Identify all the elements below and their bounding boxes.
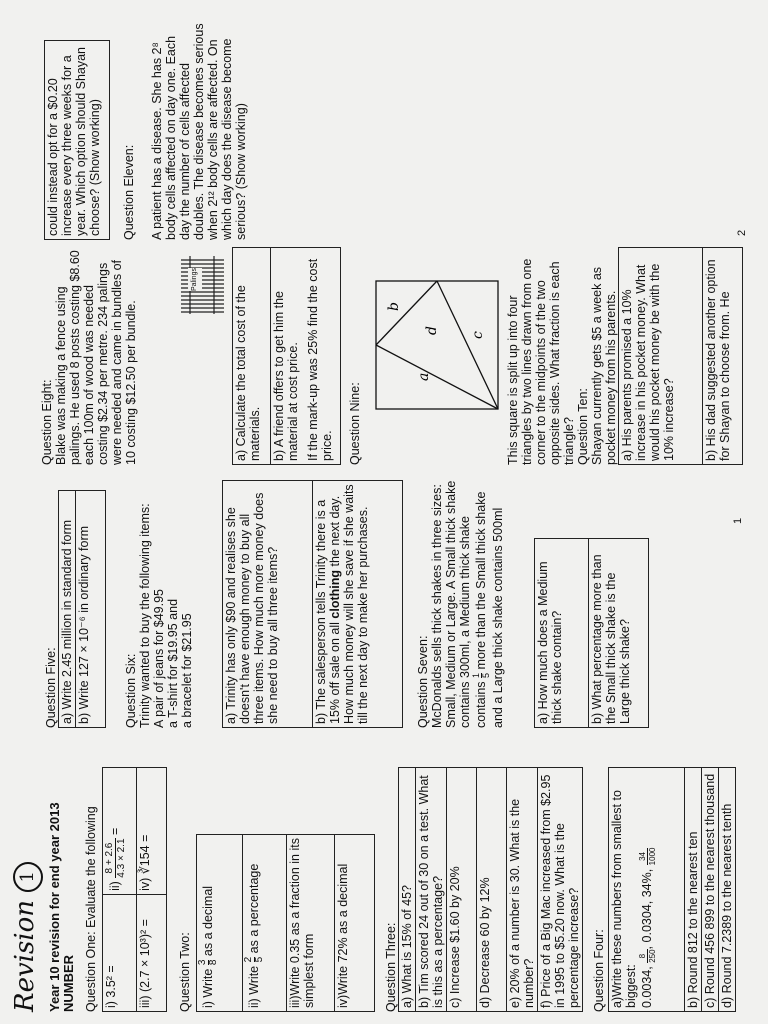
q1-ii-denominator: 4.3 × 2.1: [116, 838, 127, 878]
q1-iv: iv) ∛154 =: [137, 768, 167, 895]
q4-heading: Question Four:: [592, 929, 606, 1012]
q4-c: c) Round 456 899 to the nearest thousand: [702, 768, 719, 1012]
column-4: [0, 0, 768, 244]
q4-b: b) Round 812 to the nearest ten: [685, 768, 702, 1012]
q2-iv: iv)Write 72% as a decimal: [335, 835, 375, 1012]
q6-item3: a bracelet for $21.95: [180, 613, 194, 728]
q8-table: [232, 247, 341, 465]
q2-ii-pre: ii) Write: [246, 965, 261, 1008]
q4-f1-num: 8: [638, 949, 648, 962]
q3-b: b) Tim scored 24 out of 30 on a test. What is this as a percentage?: [416, 768, 447, 1012]
q10-table: [618, 247, 743, 465]
q10-continuation-box: could instead opt for a $0.20 increase every three weeks for a year. Which option should Shayan choose? (Show working): [44, 40, 110, 240]
q9-text: This square is split up into four triangles by two lines drawn from one corner to the midpoints of the two opposite sides. What fraction is each triangle?: [506, 258, 576, 465]
q7-text-pre: McDonalds sells thick shakes in three sizes: Small, Medium or Large. A Small thick shake contains 300ml, a Medium thick shake contains: [430, 480, 488, 728]
q3-d: d) Decrease 60 by 12%: [477, 768, 507, 1012]
q1-iii: iii) (2.7 × 10³)² =: [137, 894, 167, 1011]
q1-table: [102, 767, 167, 1012]
q1-ii-label: ii): [107, 881, 122, 891]
q2-ii-num: 2: [243, 956, 254, 963]
palings-label: Palings: [188, 268, 202, 291]
column-3: [0, 244, 768, 469]
q6-b: [313, 481, 403, 728]
q10-a: a) His parents promised a 10% increase in his pocket money. What would his pocket money be with the 10% increase?: [619, 248, 703, 465]
q4-fraction-2: [638, 848, 657, 866]
q10-heading: Question Ten:: [576, 388, 590, 465]
q4-a: a)Write these numbers from smallest to biggest: 0.0034, 8 250 , 0.0304, 34%, 34 1000: [609, 768, 685, 1012]
q3-table: [398, 767, 583, 1012]
q2-table: [196, 834, 375, 1012]
triangle-label-a: a: [416, 372, 432, 381]
q1-ii: [103, 768, 137, 895]
q6-heading: Question Six:: [124, 653, 138, 728]
q2-i-post: as a decimal: [200, 885, 215, 957]
q5-heading: Question Five:: [44, 647, 58, 728]
column-2: [0, 469, 768, 734]
q1-ii-numerator: 8 + 2.6: [104, 838, 116, 877]
square-triangles-diagram: [374, 279, 500, 411]
q11-text: A patient has a disease. She has 2⁸ body cells affected on day one. Each day the number of cells affected doubles. The disease becomes serious when 2¹² body cells are affected. On which day does the disease become serious? (Show working): [150, 23, 248, 240]
q1-ii-equals: =: [107, 827, 122, 835]
q8-a: a) Calculate the total cost of the materials.: [233, 248, 271, 465]
q4-f2-den: 1000: [648, 847, 657, 866]
page-number-1: 1: [732, 517, 744, 524]
q8-b2-text: If the mark-up was 25% find the cost price.: [306, 258, 334, 461]
q7-a: a) How much does a Medium thick shake contain?: [535, 539, 589, 728]
q3-e: e) 20% of a number is 30. What is the number?: [507, 768, 538, 1012]
q6-b-bold: clothing: [328, 569, 342, 619]
q1-i: i) 3.5² =: [103, 894, 137, 1011]
q1-heading: Question One: Evaluate the following: [84, 806, 98, 1012]
q3-heading: Question Three:: [384, 922, 398, 1012]
q6-b-post: the next day. How much money will she save if she waits till the next day to make her purchases.: [328, 484, 370, 724]
q4-n2: 0.0304, 34%,: [639, 868, 654, 943]
q7-text-post: more than the Small thick shake and a Large thick shake contains 500ml: [473, 491, 505, 728]
q2-i-num: 3: [197, 959, 208, 966]
q6-table: [222, 480, 403, 728]
q4-n1: 0.0034,: [639, 966, 654, 1008]
q4-table: [608, 767, 736, 1012]
q4-f1-den: 250: [648, 949, 657, 963]
q2-iii: iii)Write 0.35 as a fraction in its simplest form: [287, 835, 335, 1012]
q7-block: [416, 478, 505, 728]
q4-fraction-1: [638, 949, 657, 962]
handwritten-title: [10, 862, 43, 1012]
q2-ii: [243, 835, 287, 1012]
q7-heading: Question Seven:: [416, 635, 430, 728]
q4-d: d) Round 7.2389 to the nearest tenth: [719, 768, 736, 1012]
q7-frac-den: 5: [481, 672, 491, 678]
q2-i: [197, 835, 243, 1012]
page-number-2: 2: [736, 229, 748, 236]
q11-heading: Question Eleven:: [122, 144, 136, 240]
triangle-label-c: c: [470, 331, 486, 339]
page-title: Year 10 revision for end year 2013: [47, 802, 62, 1012]
q3-a: a) What is 15% of 45?: [399, 768, 416, 1012]
circled-number: 1: [13, 862, 43, 892]
q5-a: a) Write 2.45 million in standard form: [59, 491, 76, 728]
q2-ii-post: as a percentage: [246, 863, 261, 954]
q3-f: f) Price of a Big Mac increased from $2.95 in 1995 to $5.20 now. What is the percentage increase?: [538, 768, 583, 1012]
q2-i-pre: i) Write: [200, 968, 215, 1008]
page-subtitle: NUMBER: [61, 954, 76, 1012]
q11-block: [122, 16, 248, 240]
q1-ii-fraction: [104, 838, 127, 877]
q5-b: b) Write 127 × 10⁻⁶ in ordinary form: [76, 491, 106, 728]
q5-table: [58, 490, 106, 728]
q2-i-fraction: [198, 960, 219, 966]
column-1: [0, 734, 768, 1024]
q7-b: b) What percentage more than the Small thick shake is the Large thick shake?: [589, 539, 649, 728]
handwritten-text: Revision: [10, 899, 40, 1012]
q6-a: a) Trinity has only $90 and realises she doesn't have enough money to buy all three items. How much more money does she need to buy all three items?: [223, 481, 313, 728]
q8-b: [271, 248, 341, 465]
q6-item1: A pair of jeans for $49.95: [152, 589, 166, 728]
q2-heading: Question Two:: [178, 932, 192, 1012]
q7-table: [534, 538, 649, 728]
q9-heading: Question Nine:: [348, 382, 362, 465]
q8-heading: Question Eight:: [40, 379, 54, 465]
q6-block: [124, 488, 194, 728]
triangle-label-d: d: [424, 326, 440, 335]
q2-i-den: 8: [208, 959, 219, 966]
q6-item2: a T-shirt for $19.95 and: [166, 598, 180, 728]
q2-ii-fraction: [244, 957, 265, 963]
q10-b: b) His dad suggested another option for Shayan to choose from. He: [703, 248, 743, 465]
triangle-label-b: b: [386, 302, 402, 311]
q10-text: Shayan currently gets $5 a week as pocket money from his parents.: [590, 266, 618, 465]
q4-a-text: a)Write these numbers from smallest to biggest:: [610, 790, 638, 1008]
q8-block: [40, 250, 138, 465]
q7-frac-num: 1: [471, 672, 481, 678]
q10-block: [576, 250, 618, 465]
q3-c: c) Increase $1.60 by 20%: [447, 768, 477, 1012]
q7-fraction: [472, 673, 491, 678]
q6-intro: Trinity wanted to buy the following items:: [138, 503, 152, 728]
q4-f2-num: 34: [638, 848, 648, 866]
q6-b-pre: b) The salesperson tells Trinity there is a 15% off sale on all: [314, 499, 342, 724]
q8-b-text: b) A friend offers to get him the material at cost price.: [272, 290, 300, 461]
q8-text: Blake was making a fence using palings. He used 8 posts costing $8.60 each 100m of wood was needed costing $2.34 per metre. 234 palings were needed and came in bundles of 10 costing $12.50 per bundle.: [54, 250, 138, 465]
q2-ii-den: 5: [254, 956, 265, 963]
